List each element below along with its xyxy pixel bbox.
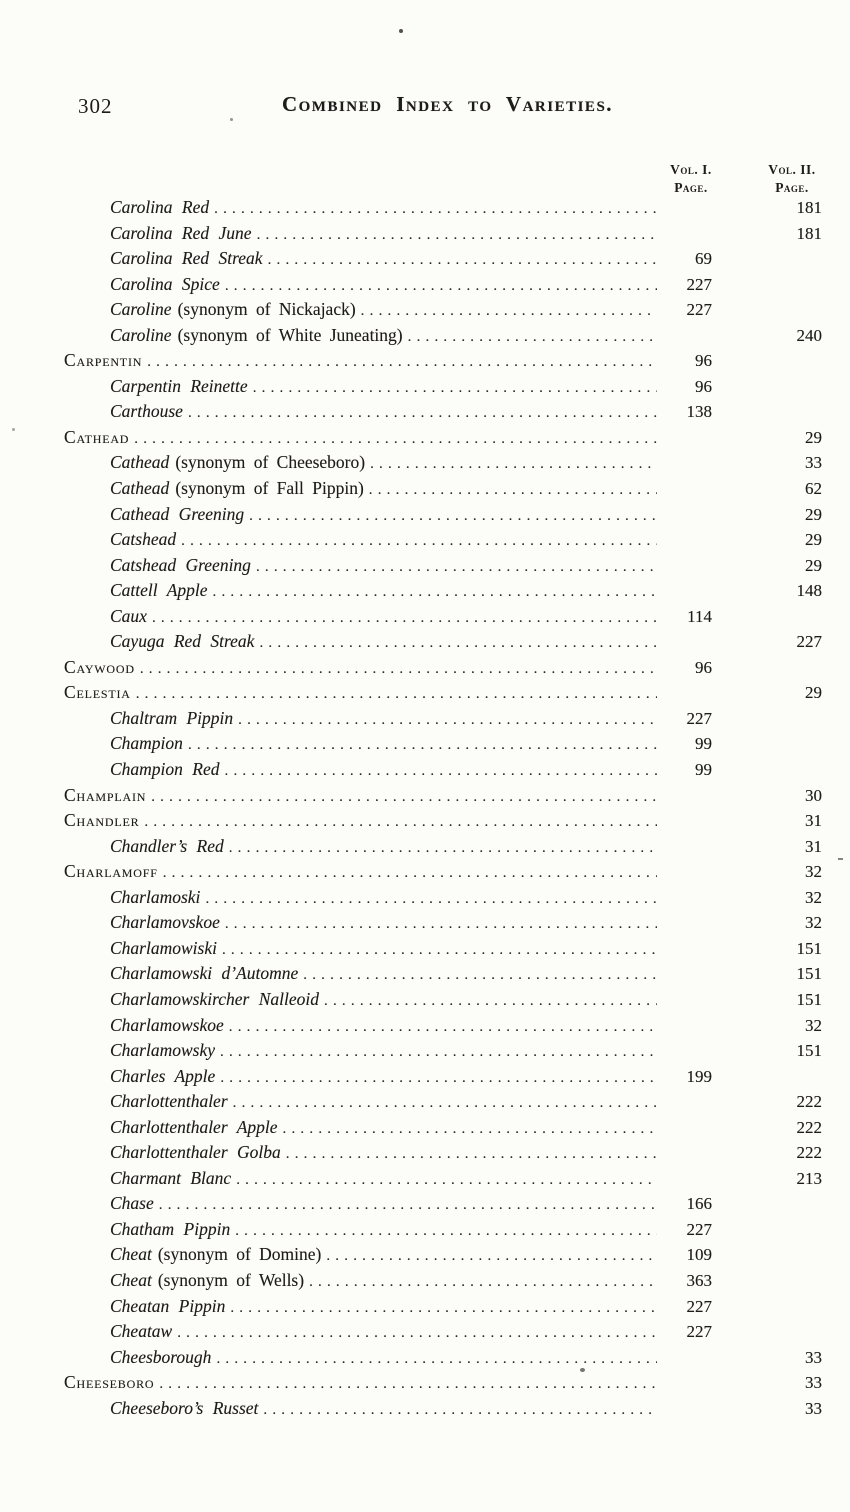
index-row (64, 989, 822, 1015)
entry-vol2-page: 29 (805, 504, 822, 524)
index-row (64, 401, 822, 427)
index-row (64, 836, 822, 862)
entry-name: Cheataw (110, 1321, 173, 1342)
dot-leader (259, 635, 657, 652)
entry-vol1-page: 96 (695, 376, 712, 396)
entry-name: Chatham Pippin (110, 1218, 231, 1239)
dot-leader (213, 584, 657, 601)
index-row (64, 708, 822, 734)
index-row (64, 1040, 822, 1066)
entry-vol2-page: 222 (796, 1117, 822, 1137)
entry-name: Charlottenthaler Golba (110, 1142, 281, 1163)
entry-vol2-page: 33 (805, 453, 822, 473)
dot-leader (408, 329, 657, 346)
dot-leader (147, 354, 657, 371)
dot-leader (361, 303, 657, 320)
entry-vol2-page: 31 (805, 836, 822, 856)
dot-leader (238, 712, 657, 729)
dot-leader (136, 686, 657, 703)
entry-name: Carpentin (64, 350, 143, 371)
index-row (64, 1066, 822, 1092)
entry-name: Cathead (110, 452, 170, 473)
entry-name: Carpentin Reinette (110, 375, 248, 396)
index-row (64, 1270, 822, 1296)
entry-vol1-page: 96 (695, 657, 712, 677)
entry-name: Carolina Spice (110, 273, 220, 294)
entry-vol1-page: 363 (686, 1270, 712, 1290)
index-row (64, 1091, 822, 1117)
entry-name: Cheat (110, 1244, 152, 1265)
index-row (64, 733, 822, 759)
index-row (64, 504, 822, 530)
dot-leader (222, 942, 657, 959)
dot-leader (268, 252, 657, 269)
dot-leader (324, 993, 657, 1010)
index-row (64, 1347, 822, 1373)
column-header-vol2-line2: Page. (775, 180, 809, 195)
index-row (64, 631, 822, 657)
entry-name: Charlamoski (110, 886, 201, 907)
dot-leader (225, 763, 657, 780)
entry-name: Champion (110, 733, 183, 754)
entry-vol1-page: 69 (695, 249, 712, 269)
entry-name: Catshead Greening (110, 554, 251, 575)
entry-name: Caywood (64, 656, 135, 677)
entry-vol1-page: 227 (686, 708, 712, 728)
entry-name: Charlamowiski (110, 937, 217, 958)
dot-leader (134, 431, 657, 448)
entry-vol1-page: 109 (686, 1245, 712, 1265)
dot-leader (230, 1300, 657, 1317)
entry-vol1-page: 227 (686, 1322, 712, 1342)
dot-leader (144, 814, 657, 831)
entry-vol2-page: 33 (805, 1347, 822, 1367)
entry-vol2-page: 29 (805, 555, 822, 575)
entry-name: Champlain (64, 784, 147, 805)
dot-leader (188, 737, 657, 754)
page-title: Combined Index to Varieties. (281, 92, 614, 116)
entry-vol2-page: 62 (805, 479, 822, 499)
index-row (64, 759, 822, 785)
index-row (64, 376, 822, 402)
column-header-vol2-line1: Vol. II. (768, 162, 816, 177)
entry-name: Carthouse (110, 401, 183, 422)
dot-leader (163, 865, 657, 882)
scan-speck (12, 428, 15, 431)
index-row (64, 1117, 822, 1143)
dot-leader (309, 1274, 657, 1291)
entry-vol2-page: 151 (796, 964, 822, 984)
entry-name: Charlamowskircher Nalleoid (110, 988, 320, 1009)
entry-vol2-page: 33 (805, 1373, 822, 1393)
entry-vol1-page: 99 (695, 734, 712, 754)
entry-name: Charmant Blanc (110, 1167, 232, 1188)
entry-name: Chandler (64, 810, 140, 831)
scan-speck (838, 858, 843, 860)
entry-vol2-page: 32 (805, 913, 822, 933)
entry-name: Chaltram Pippin (110, 707, 234, 728)
index-row (64, 223, 822, 249)
index-row (64, 963, 822, 989)
entry-vol2-page: 29 (805, 530, 822, 550)
index-row (64, 1244, 822, 1270)
entry-vol2-page: 227 (796, 632, 822, 652)
index-row (64, 606, 822, 632)
index-row (64, 912, 822, 938)
index-row (64, 682, 822, 708)
dot-leader (229, 1019, 657, 1036)
entry-vol2-page: 31 (805, 811, 822, 831)
index-row (64, 274, 822, 300)
entry-name: Chandler’s Red (110, 835, 224, 856)
dot-leader (220, 1070, 657, 1087)
entry-synonym-note: (synonym of Fall Pippin) (175, 478, 364, 499)
index-row (64, 1015, 822, 1041)
entry-name: Cayuga Red Streak (110, 631, 255, 652)
index-row (64, 529, 822, 555)
entry-name: Champion Red (110, 759, 220, 780)
index-row (64, 887, 822, 913)
entry-vol1-page: 227 (686, 1219, 712, 1239)
entry-name: Charlamowski d’Automne (110, 963, 299, 984)
entry-synonym-note: (synonym of White Juneating) (177, 324, 403, 345)
index-row (64, 427, 822, 453)
index-row (64, 1372, 822, 1398)
index-row (64, 299, 822, 325)
entry-name: Carolina Red (110, 197, 210, 217)
entry-vol1-page: 99 (695, 760, 712, 780)
entry-vol2-page: 222 (796, 1143, 822, 1163)
index-row (64, 580, 822, 606)
dot-leader (220, 1044, 657, 1061)
entry-name: Caroline (110, 324, 172, 345)
entry-vol2-page: 32 (805, 1015, 822, 1035)
entry-name: Chase (110, 1193, 154, 1214)
index-row (64, 1193, 822, 1219)
page-number: 302 (78, 94, 113, 118)
scan-speck (399, 29, 403, 33)
entry-vol2-page: 32 (805, 862, 822, 882)
dot-leader (326, 1248, 657, 1265)
dot-leader (188, 405, 657, 422)
entry-vol1-page: 138 (686, 402, 712, 422)
entry-name: Carolina Red Streak (110, 248, 263, 269)
entry-vol2-page: 29 (805, 683, 822, 703)
entry-vol2-page: 240 (796, 325, 822, 345)
column-header-vol1 (643, 161, 739, 197)
entry-vol2-page: 151 (796, 938, 822, 958)
entry-synonym-note: (synonym of Wells) (157, 1269, 305, 1290)
entry-vol1-page: 199 (686, 1066, 712, 1086)
index-row (64, 1168, 822, 1194)
entry-name: Catshead (110, 529, 177, 550)
index-row (64, 197, 822, 223)
entry-name: Cheatan Pippin (110, 1295, 226, 1316)
index-row (64, 938, 822, 964)
entry-vol1-page: 227 (686, 300, 712, 320)
entry-vol2-page: 151 (796, 1041, 822, 1061)
entry-name: Carolina Red June (110, 222, 252, 243)
entry-vol1-page: 227 (686, 274, 712, 294)
column-header-vol2 (744, 161, 840, 197)
entry-vol2-page: 30 (805, 785, 822, 805)
entry-synonym-note: (synonym of Domine) (157, 1244, 322, 1265)
dot-leader (256, 559, 657, 576)
entry-name: Celestia (64, 682, 131, 703)
entry-name: Caux (110, 605, 147, 626)
dot-leader (205, 891, 657, 908)
index-row (64, 785, 822, 811)
index-row (64, 1219, 822, 1245)
entry-name: Charlottenthaler Apple (110, 1116, 278, 1137)
index-row (64, 248, 822, 274)
dot-leader (152, 610, 657, 627)
dot-leader (159, 1376, 657, 1393)
dot-leader (263, 1402, 657, 1419)
entry-vol2-page: 33 (805, 1398, 822, 1418)
dot-leader (181, 533, 657, 550)
dot-leader (253, 380, 657, 397)
entry-name: Cheesborough (110, 1346, 212, 1367)
index-row (64, 350, 822, 376)
entry-vol2-page: 29 (805, 427, 822, 447)
column-header-vol1-line1: Vol. I. (670, 162, 712, 177)
dot-leader (151, 789, 657, 806)
index-row (64, 478, 822, 504)
dot-leader (249, 508, 657, 525)
dot-leader (233, 1095, 657, 1112)
dot-leader (369, 482, 657, 499)
entry-name: Cathead (64, 426, 130, 447)
dot-leader (225, 916, 657, 933)
entry-vol1-page: 227 (686, 1296, 712, 1316)
dot-leader (216, 1351, 657, 1368)
dot-leader (159, 1197, 657, 1214)
dot-leader (140, 661, 657, 678)
entry-name: Cathead Greening (110, 503, 245, 524)
index-row (64, 1321, 822, 1347)
dot-leader (235, 1223, 657, 1240)
entry-vol2-page: 148 (796, 581, 822, 601)
dot-leader (225, 278, 657, 295)
entry-name: Charlottenthaler (110, 1091, 228, 1112)
scan-speck (230, 118, 233, 121)
entry-name: Cathead (110, 478, 170, 499)
dot-leader (303, 967, 657, 984)
entry-vol1-page: 166 (686, 1194, 712, 1214)
index-row (64, 452, 822, 478)
entry-vol1-page: 114 (687, 606, 712, 626)
dot-leader (286, 1146, 657, 1163)
index-row (64, 1142, 822, 1168)
entry-vol2-page: 32 (805, 887, 822, 907)
entry-name: Charlamovskoe (110, 912, 220, 933)
index-row (64, 555, 822, 581)
dot-leader (370, 456, 657, 473)
entry-vol2-page: 213 (796, 1168, 822, 1188)
entry-name: Charles Apple (110, 1065, 216, 1086)
index-row (64, 325, 822, 351)
dot-leader (214, 201, 657, 218)
index-row (64, 1296, 822, 1322)
entry-vol1-page: 96 (695, 351, 712, 371)
index-row (64, 810, 822, 836)
entry-name: Cattell Apple (110, 580, 208, 601)
index-row (64, 861, 822, 887)
entry-name: Cheeseboro’s Russet (110, 1397, 259, 1418)
entry-vol2-page: 222 (796, 1092, 822, 1112)
dot-leader (229, 840, 657, 857)
entry-name: Charlamowskoe (110, 1014, 224, 1035)
index-row (64, 1398, 822, 1424)
entry-name: Caroline (110, 299, 172, 320)
dot-leader (283, 1121, 657, 1138)
dot-leader (257, 227, 657, 244)
dot-leader (177, 1325, 657, 1342)
index-row (64, 657, 822, 683)
entry-vol2-page: 181 (796, 223, 822, 243)
entry-name: Cheat (110, 1269, 152, 1290)
entry-name: Charlamoff (64, 861, 158, 882)
index-list (64, 197, 822, 1423)
dot-leader (236, 1172, 657, 1189)
entry-synonym-note: (synonym of Nickajack) (177, 299, 356, 320)
entry-vol2-page: 151 (796, 989, 822, 1009)
entry-name: Cheeseboro (64, 1372, 155, 1393)
entry-synonym-note: (synonym of Cheeseboro) (175, 452, 366, 473)
entry-vol2-page: 181 (796, 198, 822, 217)
entry-name: Charlamowsky (110, 1040, 215, 1061)
column-header-vol1-line2: Page. (674, 180, 708, 195)
